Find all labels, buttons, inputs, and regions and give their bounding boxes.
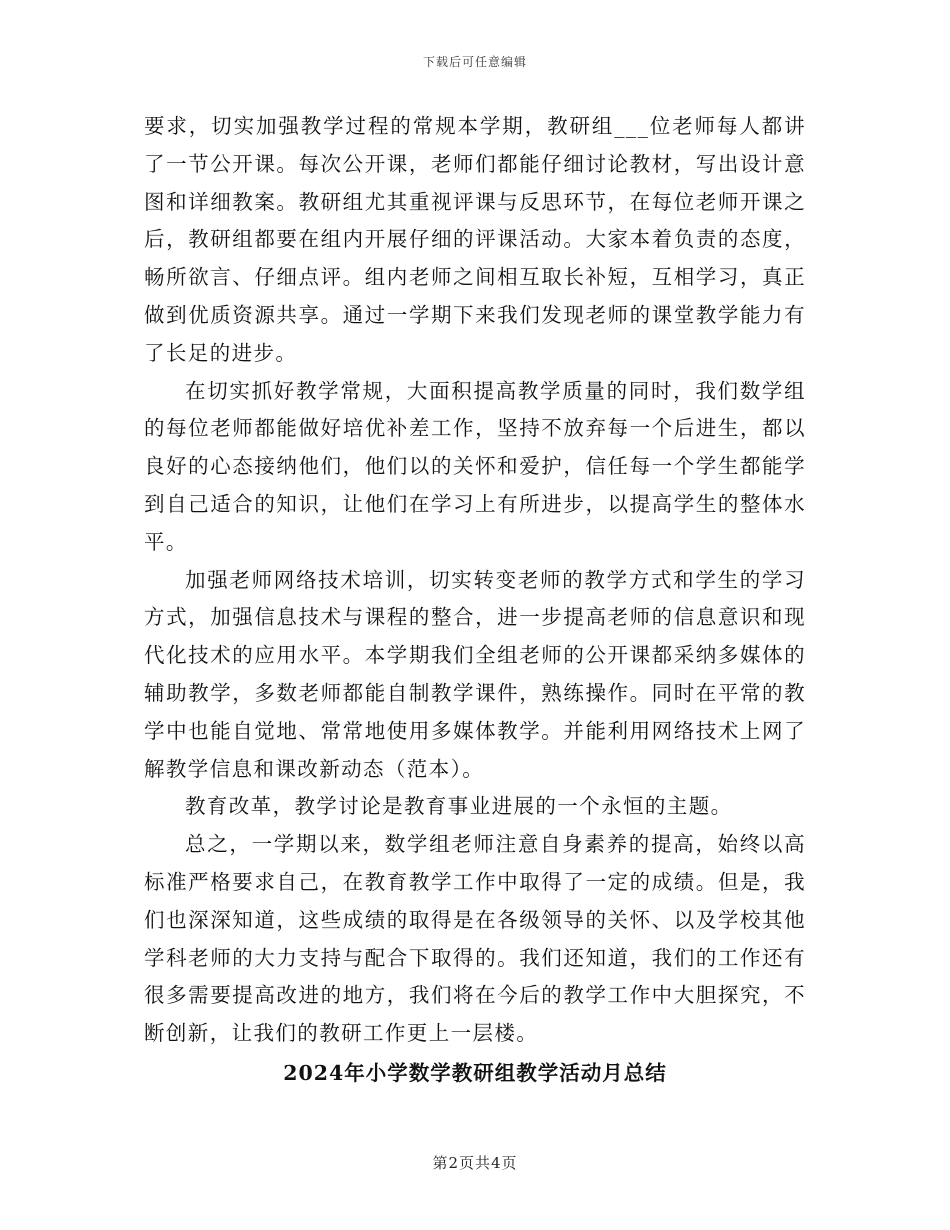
paragraph-4: 教育改革，教学讨论是教育事业进展的一个永恒的主题。 [185,794,733,819]
paragraph-2: 在切实抓好教学常规，大面积提高教学质量的同时，我们数学组的每位老师都能做好培优补差工作，坚持不放弃每一个后进生，都以良好的心态接纳他们，他们以的关怀和爱护，信任每一个学生都能学到自己适合的知识，让他们在学习上有所进步，以提高学生的整体水平。 [144,378,806,554]
paragraph-3: 加强老师网络技术培训，切实转变老师的教学方式和学生的学习方式，加强信息技术与课程的整合，进一步提高老师的信息意识和现代化技术的应用水平。本学期我们全组老师的公开课都采纳多媒体的辅助教学，多数老师都能自制教学课件，熟练操作。同时在平常的教学中也能自觉地、常常地使用多媒体教学。并能利用网络技术上网了解教学信息和课改新动态（范本）。 [144,567,806,781]
page-header-note: 下载后可任意编辑 [422,55,527,69]
paragraph-1: 要求，切实加强教学过程的常规本学期，教研组___位老师每人都讲了一节公开课。每次公开课，老师们都能仔细讨论教材，写出设计意图和详细教案。教研组尤其重视评课与反思环节，在每位老师开课之后，教研组都要在组内开展仔细的评课活动。大家本着负责的态度，畅所欲言、仔细点评。组内老师之间相互取长补短，互相学习，真正做到优质资源共享。通过一学期下来我们发现老师的课堂教学能力有了长足的进步。 [144,114,806,365]
section-title: 2024年小学数学教研组教学活动月总结 [283,1060,667,1085]
document-body [144,108,806,1093]
paragraph-5: 总之，一学期以来，数学组老师注意自身素养的提高，始终以高标准严格要求自己，在教育教学工作中取得了一定的成绩。但是，我们也深深知道，这些成绩的取得是在各级领导的关怀、以及学校其他学科老师的大力支持与配合下取得的。我们还知道，我们的工作还有很多需要提高改进的地方，我们将在今后的教学工作中大胆探究，不断创新，让我们的教研工作更上一层楼。 [144,832,806,1046]
page-number: 第2页共4页 [432,1154,518,1172]
